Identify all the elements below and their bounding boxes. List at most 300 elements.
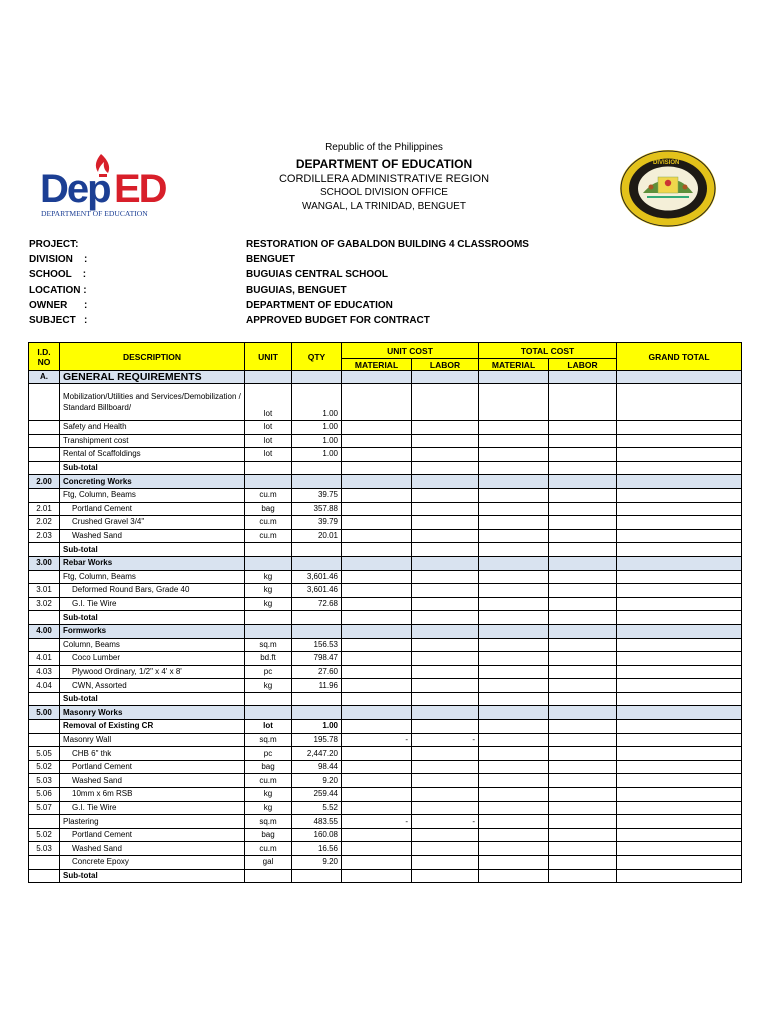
table-row [29, 733, 742, 747]
project-info [29, 239, 729, 330]
cell-qty: 39.79 [292, 516, 342, 530]
cell-unit-material [342, 747, 412, 761]
cell-total-material [479, 774, 549, 788]
cell-description: Rental of Scaffoldings [60, 448, 245, 462]
cell-unit-material [342, 828, 412, 842]
office-line: SCHOOL DIVISION OFFICE [320, 187, 448, 198]
cell-unit: pc [245, 665, 292, 679]
cell-qty: 195.78 [292, 733, 342, 747]
cell-id: 4.01 [29, 652, 60, 666]
cell-unit-labor [412, 692, 479, 706]
cell-unit: cu.m [245, 842, 292, 856]
svg-text:DIVISION: DIVISION [653, 160, 680, 166]
cell-description: Ftg, Column, Beams [60, 488, 245, 502]
cell-qty: 160.08 [292, 828, 342, 842]
cell-id: 3.02 [29, 597, 60, 611]
benguet-division-seal [619, 149, 717, 228]
cell-total-labor [549, 733, 617, 747]
cell-id [29, 869, 60, 883]
republic-line: Republic of the Philippines [325, 142, 443, 153]
info-row-school [29, 269, 729, 284]
cell-grand-total [617, 747, 742, 761]
cell-description: Plastering [60, 815, 245, 829]
cell-total-labor [549, 611, 617, 625]
cell-qty: 483.55 [292, 815, 342, 829]
table-row [29, 828, 742, 842]
info-label: PROJECT: [29, 239, 79, 250]
cell-qty [292, 611, 342, 625]
cell-unit-labor [412, 448, 479, 462]
col-header-grand-total: GRAND TOTAL [617, 343, 742, 371]
cell-qty [292, 461, 342, 475]
info-row-owner [29, 300, 729, 315]
cell-unit-labor [412, 652, 479, 666]
cell-grand-total [617, 570, 742, 584]
cell-qty: 72.68 [292, 597, 342, 611]
cell-unit-labor [412, 475, 479, 489]
cell-total-labor [549, 869, 617, 883]
cell-total-material [479, 556, 549, 570]
col-header-total-labor: LABOR [549, 359, 617, 371]
cell-unit-labor [412, 488, 479, 502]
col-header-total-material: MATERIAL [479, 359, 549, 371]
department-title: DEPARTMENT OF EDUCATION [295, 157, 473, 171]
cell-unit-material [342, 371, 412, 384]
table-row [29, 665, 742, 679]
cell-unit-material [342, 706, 412, 720]
cell-grand-total [617, 733, 742, 747]
cell-total-labor [549, 434, 617, 448]
cell-grand-total [617, 516, 742, 530]
cell-unit-labor [412, 679, 479, 693]
table-row [29, 706, 742, 720]
cell-unit: kg [245, 597, 292, 611]
cell-unit [245, 611, 292, 625]
cell-total-material [479, 543, 549, 557]
table-row [29, 461, 742, 475]
cell-description: CWN, Assorted [60, 679, 245, 693]
cell-unit-labor [412, 570, 479, 584]
cell-grand-total [617, 421, 742, 435]
cell-unit-material [342, 760, 412, 774]
table-row [29, 692, 742, 706]
cell-unit-material [342, 652, 412, 666]
cell-qty: 1.00 [292, 434, 342, 448]
cell-unit: bag [245, 502, 292, 516]
cell-total-material [479, 371, 549, 384]
cell-description: Washed Sand [60, 842, 245, 856]
cell-qty: 3,601.46 [292, 584, 342, 598]
cell-id: 2.01 [29, 502, 60, 516]
cell-unit [245, 692, 292, 706]
col-header-id: I.D. NO [29, 343, 60, 371]
cell-description: Portland Cement [60, 760, 245, 774]
cell-id [29, 720, 60, 734]
info-value: BUGUIAS, BENGUET [246, 284, 347, 296]
cell-unit-material [342, 842, 412, 856]
svg-text:Dep: Dep [40, 167, 110, 211]
cell-total-labor [549, 624, 617, 638]
table-row [29, 801, 742, 815]
cell-unit-material [342, 461, 412, 475]
cell-qty: 39.75 [292, 488, 342, 502]
cell-unit: gal [245, 856, 292, 870]
cell-unit-material [342, 488, 412, 502]
cell-grand-total [617, 856, 742, 870]
cell-grand-total [617, 434, 742, 448]
cell-qty [292, 371, 342, 384]
cell-unit [245, 475, 292, 489]
cell-unit-labor [412, 747, 479, 761]
cell-description: Column, Beams [60, 638, 245, 652]
cell-total-labor [549, 665, 617, 679]
table-row [29, 516, 742, 530]
cell-description: Removal of Existing CR [60, 720, 245, 734]
cell-description: Washed Sand [60, 774, 245, 788]
cell-unit-labor [412, 856, 479, 870]
info-row-subject [29, 315, 729, 330]
cell-description: 10mm x 6m RSB [60, 788, 245, 802]
cell-unit-labor [412, 529, 479, 543]
cell-id [29, 488, 60, 502]
cell-total-labor [549, 448, 617, 462]
cell-qty [292, 706, 342, 720]
cell-unit-labor [412, 665, 479, 679]
cell-unit-material [342, 720, 412, 734]
cell-description: Ftg, Column, Beams [60, 570, 245, 584]
cell-unit: cu.m [245, 488, 292, 502]
cell-unit: sq.m [245, 733, 292, 747]
cell-unit-labor [412, 788, 479, 802]
cell-total-labor [549, 652, 617, 666]
cell-grand-total [617, 584, 742, 598]
cell-unit [245, 556, 292, 570]
cell-id: 5.02 [29, 760, 60, 774]
cell-unit-material: - [342, 815, 412, 829]
cell-description: G.I. Tie Wire [60, 597, 245, 611]
cell-qty: 798.47 [292, 652, 342, 666]
cell-description: Safety and Health [60, 421, 245, 435]
table-row [29, 556, 742, 570]
cell-id [29, 421, 60, 435]
cell-description: Concrete Epoxy [60, 856, 245, 870]
cell-total-material [479, 747, 549, 761]
cell-unit [245, 706, 292, 720]
cell-unit-labor [412, 384, 479, 421]
cell-qty: 3,601.46 [292, 570, 342, 584]
cell-description: Sub-total [60, 461, 245, 475]
cell-total-labor [549, 706, 617, 720]
cell-grand-total [617, 692, 742, 706]
region-line: CORDILLERA ADMINISTRATIVE REGION [278, 173, 490, 185]
info-value: RESTORATION OF GABALDON BUILDING 4 CLASSROOMS [246, 239, 529, 250]
info-label: SCHOOL : [29, 269, 87, 281]
cell-unit-labor: - [412, 815, 479, 829]
cell-total-labor [549, 529, 617, 543]
cell-total-material [479, 384, 549, 421]
cell-id: 2.03 [29, 529, 60, 543]
cell-total-labor [549, 788, 617, 802]
cell-total-material [479, 828, 549, 842]
table-row [29, 624, 742, 638]
cell-grand-total [617, 384, 742, 421]
cell-qty: 1.00 [292, 448, 342, 462]
cell-unit-material [342, 448, 412, 462]
cell-description: Sub-total [60, 869, 245, 883]
cell-unit-material [342, 584, 412, 598]
cell-qty [292, 624, 342, 638]
cell-total-material [479, 475, 549, 489]
cell-unit-labor [412, 774, 479, 788]
cell-total-labor [549, 597, 617, 611]
cell-description: Sub-total [60, 543, 245, 557]
cell-unit [245, 624, 292, 638]
cell-unit-material [342, 638, 412, 652]
table-row [29, 597, 742, 611]
cell-unit-material [342, 774, 412, 788]
col-header-unit-labor: LABOR [412, 359, 479, 371]
table-row [29, 502, 742, 516]
cell-total-labor [549, 371, 617, 384]
cell-unit-labor [412, 461, 479, 475]
cell-grand-total [617, 706, 742, 720]
cell-id: 5.05 [29, 747, 60, 761]
cell-id: 5.07 [29, 801, 60, 815]
cell-total-material [479, 869, 549, 883]
cell-qty [292, 475, 342, 489]
table-row [29, 448, 742, 462]
cell-unit [245, 869, 292, 883]
cell-total-material [479, 624, 549, 638]
cell-total-material [479, 815, 549, 829]
cell-unit-labor [412, 597, 479, 611]
cell-unit-material: - [342, 733, 412, 747]
cell-total-material [479, 788, 549, 802]
cell-grand-total [617, 461, 742, 475]
cell-id [29, 434, 60, 448]
table-row [29, 747, 742, 761]
cell-total-material [479, 842, 549, 856]
deped-logo [38, 150, 183, 220]
col-header-unit-cost: UNIT COST [342, 343, 479, 359]
cell-id [29, 448, 60, 462]
cell-unit: sq.m [245, 815, 292, 829]
cell-unit-labor [412, 706, 479, 720]
cell-total-labor [549, 556, 617, 570]
cell-total-material [479, 502, 549, 516]
table-row [29, 720, 742, 734]
cell-total-labor [549, 842, 617, 856]
table-row [29, 652, 742, 666]
cell-id [29, 543, 60, 557]
table-row [29, 760, 742, 774]
info-value: APPROVED BUDGET FOR CONTRACT [246, 314, 430, 326]
cell-unit: lot [245, 421, 292, 435]
cell-total-material [479, 706, 549, 720]
cell-unit [245, 543, 292, 557]
info-value: BUGUIAS CENTRAL SCHOOL [246, 269, 389, 281]
cell-unit-material [342, 434, 412, 448]
cell-unit: kg [245, 570, 292, 584]
cell-unit-material [342, 570, 412, 584]
cell-total-labor [549, 543, 617, 557]
cell-unit-material [342, 516, 412, 530]
col-header-qty: QTY [292, 343, 342, 371]
svg-text:ED: ED [114, 167, 166, 211]
cell-total-labor [549, 384, 617, 421]
cell-total-material [479, 665, 549, 679]
cell-unit-labor: - [412, 733, 479, 747]
cell-unit-labor [412, 516, 479, 530]
cell-unit-material [342, 679, 412, 693]
cell-id: 4.00 [29, 624, 60, 638]
cell-unit: kg [245, 788, 292, 802]
cell-description: G.I. Tie Wire [60, 801, 245, 815]
cell-id [29, 570, 60, 584]
cell-total-labor [549, 801, 617, 815]
cell-unit-labor [412, 720, 479, 734]
cell-grand-total [617, 624, 742, 638]
cell-unit-labor [412, 556, 479, 570]
cell-grand-total [617, 815, 742, 829]
cell-description: Portland Cement [60, 502, 245, 516]
cell-qty [292, 543, 342, 557]
table-row [29, 475, 742, 489]
col-header-description: DESCRIPTION [60, 343, 245, 371]
table-row [29, 842, 742, 856]
cell-id [29, 815, 60, 829]
info-label: LOCATION : [29, 284, 87, 296]
cell-total-labor [549, 516, 617, 530]
address-line: WANGAL, LA TRINIDAD, BENGUET [302, 201, 466, 212]
cell-id [29, 611, 60, 625]
cell-grand-total [617, 828, 742, 842]
cell-id [29, 692, 60, 706]
cell-unit-material [342, 801, 412, 815]
cell-total-labor [549, 856, 617, 870]
cell-unit-labor [412, 434, 479, 448]
cell-qty: 156.53 [292, 638, 342, 652]
cell-qty: 2,447.20 [292, 747, 342, 761]
cell-unit-labor [412, 371, 479, 384]
cell-grand-total [617, 760, 742, 774]
cell-grand-total [617, 529, 742, 543]
cell-description: Mobilization/Utilities and Services/Demobilization / Standard Billboard/ [60, 384, 245, 421]
cell-total-labor [549, 638, 617, 652]
cell-unit: lot [245, 448, 292, 462]
table-row [29, 488, 742, 502]
cell-description: Deformed Round Bars, Grade 40 [60, 584, 245, 598]
table-row [29, 869, 742, 883]
cell-unit-material [342, 421, 412, 435]
cell-grand-total [617, 475, 742, 489]
table-row [29, 421, 742, 435]
col-header-unit-material: MATERIAL [342, 359, 412, 371]
cell-grand-total [617, 556, 742, 570]
cell-grand-total [617, 720, 742, 734]
cell-id [29, 733, 60, 747]
cell-total-labor [549, 502, 617, 516]
col-header-total-cost: TOTAL COST [479, 343, 617, 359]
table-row [29, 679, 742, 693]
cell-id: 5.03 [29, 842, 60, 856]
document-header [200, 141, 568, 214]
cell-total-labor [549, 720, 617, 734]
cell-description: Masonry Wall [60, 733, 245, 747]
cell-qty [292, 692, 342, 706]
cell-unit-material [342, 543, 412, 557]
deped-caption: DEPARTMENT OF EDUCATION [41, 209, 148, 218]
cell-qty: 16.56 [292, 842, 342, 856]
cell-unit-labor [412, 611, 479, 625]
cell-id: A. [29, 371, 60, 384]
cell-unit-labor [412, 543, 479, 557]
table-row [29, 570, 742, 584]
cell-unit-labor [412, 760, 479, 774]
col-header-unit: UNIT [245, 343, 292, 371]
cell-unit-material [342, 624, 412, 638]
cell-unit-material [342, 384, 412, 421]
cell-total-labor [549, 461, 617, 475]
cell-qty: 9.20 [292, 774, 342, 788]
cell-total-material [479, 652, 549, 666]
cell-total-material [479, 488, 549, 502]
cell-total-material [479, 611, 549, 625]
cell-qty: 98.44 [292, 760, 342, 774]
cell-grand-total [617, 543, 742, 557]
cell-qty [292, 869, 342, 883]
cell-grand-total [617, 371, 742, 384]
cell-description: Concreting Works [60, 475, 245, 489]
cell-unit-material [342, 692, 412, 706]
table-row [29, 774, 742, 788]
cell-description: Rebar Works [60, 556, 245, 570]
cell-unit-labor [412, 624, 479, 638]
cell-unit-material [342, 475, 412, 489]
cell-qty: 357.88 [292, 502, 342, 516]
cell-grand-total [617, 801, 742, 815]
cell-grand-total [617, 679, 742, 693]
cell-id [29, 384, 60, 421]
table-row [29, 584, 742, 598]
cell-qty [292, 556, 342, 570]
cell-qty: 9.20 [292, 856, 342, 870]
cell-total-material [479, 461, 549, 475]
cell-total-material [479, 421, 549, 435]
cell-description: Sub-total [60, 692, 245, 706]
cell-id: 3.01 [29, 584, 60, 598]
info-label: OWNER : [29, 299, 88, 311]
cell-total-material [479, 529, 549, 543]
cell-qty: 1.00 [292, 421, 342, 435]
cell-total-labor [549, 747, 617, 761]
cell-total-material [479, 597, 549, 611]
info-label: DIVISION : [29, 254, 88, 266]
cell-unit: cu.m [245, 774, 292, 788]
cell-total-labor [549, 570, 617, 584]
cell-total-labor [549, 679, 617, 693]
info-label: SUBJECT : [29, 314, 88, 326]
cell-unit-labor [412, 584, 479, 598]
cell-id [29, 461, 60, 475]
cell-description: Masonry Works [60, 706, 245, 720]
cell-id: 5.03 [29, 774, 60, 788]
cell-unit-material [342, 665, 412, 679]
cell-unit-labor [412, 869, 479, 883]
cell-total-labor [549, 475, 617, 489]
cell-grand-total [617, 638, 742, 652]
info-value: DEPARTMENT OF EDUCATION [246, 299, 393, 311]
